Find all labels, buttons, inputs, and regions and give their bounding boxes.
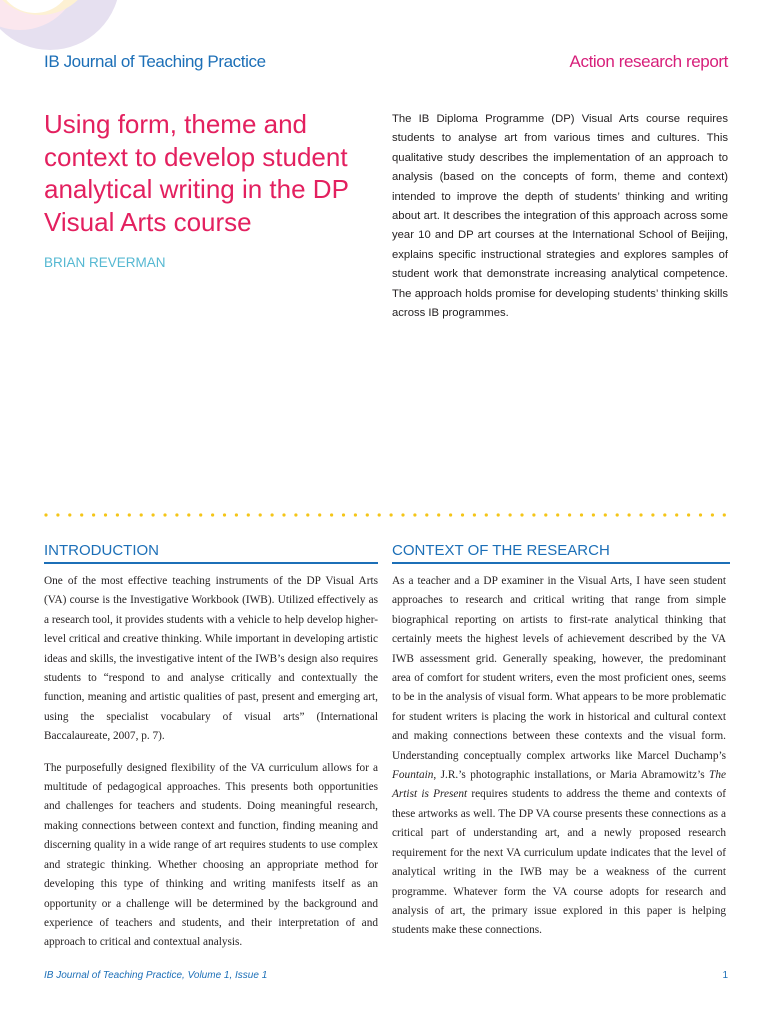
- footer-citation: IB Journal of Teaching Practice, Volume 1, Issue 1: [44, 970, 268, 981]
- divider-dot: [520, 513, 523, 516]
- divider-dot: [366, 513, 369, 516]
- divider-dot: [711, 513, 714, 516]
- artwork-title-artist-is-present: The Artist is Present: [392, 769, 726, 801]
- divider-dot: [80, 513, 83, 516]
- context-text-c: requires students to address the theme and contexts of these artworks as well. The DP VA course presents these connections as a critical part of understanding art, and a newly proposed research requirement for the next VA curriculum update indicates that the level of analytical writing in the IWB may be a weakness of the current programme. Whatever form the VA course adopts for research and analysis of art, the primary issue explored in this paper is helping students make these connections.: [392, 788, 726, 937]
- divider-dot: [175, 513, 178, 516]
- divider-dot: [413, 513, 416, 516]
- artwork-title-fountain: Fountain: [392, 769, 434, 782]
- divider-dot: [390, 513, 393, 516]
- divider-dot: [187, 513, 190, 516]
- divider-dot: [56, 513, 59, 516]
- divider-dot: [556, 513, 559, 516]
- divider-dot: [44, 513, 47, 516]
- divider-dot: [68, 513, 71, 516]
- divider-dot: [485, 513, 488, 516]
- introduction-rule: [44, 562, 378, 564]
- divider-dot: [271, 513, 274, 516]
- divider-dot: [437, 513, 440, 516]
- article-title: Using form, theme and context to develop student analytical writing in the DP Visual Arts course: [44, 109, 349, 237]
- divider-dot: [544, 513, 547, 516]
- divider-dot: [282, 513, 285, 516]
- divider-dot: [639, 513, 642, 516]
- divider-dot: [723, 513, 726, 516]
- divider-dot: [425, 513, 428, 516]
- divider-dot: [223, 513, 226, 516]
- article-abstract: The IB Diploma Programme (DP) Visual Arts course requires students to analyse art from various times and cultures. This qualitative study describes the implementation of an approach to analysis (based on the concepts of form, theme and context) intended to improve the depth of students’ thinking and writing about art. It describes the integration of this approach across some year 10 and DP art courses at the International School of Beijing, explains specific instructional strategies and explores samples of student work that demonstrate increasing analytical competence. The approach holds promise for developing students’ thinking skills across IB programmes.: [392, 113, 728, 320]
- introduction-paragraph-2: The purposefully designed flexibility of the VA curriculum allows for a multitude of pedagogical approaches. This presents both opportunities and challenges for teachers and students. Doing meaningful research, making connections between context and function, finding meaning and discerning quality in a wide range of art requires students to use complex and strategic thinking. Whether choosing an appropriate method for developing this type of thinking and writing manifests itself as an opportunity or a challenge will be determined by the background and experience of teachers and students, and their interpretation of and approach to critical and contextual analysis.: [44, 761, 378, 949]
- journal-name: IB Journal of Teaching Practice: [44, 52, 266, 71]
- introduction-heading: INTRODUCTION: [44, 542, 159, 559]
- divider-dot: [473, 513, 476, 516]
- divider-dot: [568, 513, 571, 516]
- context-body: [392, 572, 726, 953]
- article-author: BRIAN REVERMAN: [44, 255, 166, 270]
- divider-dot: [449, 513, 452, 516]
- divider-dot: [342, 513, 345, 516]
- divider-dot: [235, 513, 238, 516]
- divider-dot: [401, 513, 404, 516]
- introduction-paragraph-1: One of the most effective teaching instruments of the DP Visual Arts (VA) course is the Investigative Workbook (IWB). Utilized effectively as a research tool, it provides students with a vehicle to help develop higher-level critical and creative thinking. While important in developing artistic ideas and skills, the investigative intent of the IWB’s design also requires students to “respond to and analyse critically and contextually the function, meaning and artistic qualities of past, present and emerging art, using the specialist vocabulary of visual arts” (International Baccalaureate, 2007, p. 7).: [44, 575, 378, 743]
- divider-dot: [330, 513, 333, 516]
- divider-dot: [354, 513, 357, 516]
- divider-dot: [532, 513, 535, 516]
- divider-dot: [152, 513, 155, 516]
- divider-dot: [211, 513, 214, 516]
- divider-dot: [497, 513, 500, 516]
- divider-dot: [247, 513, 250, 516]
- divider-dot: [306, 513, 309, 516]
- divider-dot: [663, 513, 666, 516]
- divider-dot: [699, 513, 702, 516]
- divider-dot: [116, 513, 119, 516]
- divider-dot: [199, 513, 202, 516]
- divider-dot: [128, 513, 131, 516]
- introduction-body: [44, 572, 378, 965]
- divider-dot: [616, 513, 619, 516]
- dotted-divider: [44, 510, 730, 520]
- divider-dot: [580, 513, 583, 516]
- context-text-a: As a teacher and a DP examiner in the Visual Arts, I have seen student approaches to research and critical writing that range from simple biographical reporting on artists to first-rate analytical thinking that certainly meets the highest levels of achievement described by the VA IWB assessment grid. Generally speaking, however, the predominant area of comfort for student writers, even the most proficient ones, seems to be in the analysis of visual form. What appears to be more problematic for student writers is placing the work in historical and cultural context and making connections between these contexts and the visual form. Understanding conceptually complex artworks like Marcel Duchamp’s: [392, 575, 726, 762]
- context-rule: [392, 562, 730, 564]
- corner-decoration: [0, 0, 140, 60]
- divider-dot: [294, 513, 297, 516]
- divider-dot: [604, 513, 607, 516]
- divider-dot: [163, 513, 166, 516]
- divider-dot: [592, 513, 595, 516]
- divider-dot: [378, 513, 381, 516]
- divider-dot: [687, 513, 690, 516]
- divider-dot: [92, 513, 95, 516]
- page-number: 1: [722, 970, 728, 981]
- divider-dot: [509, 513, 512, 516]
- divider-dot: [675, 513, 678, 516]
- report-type: Action research report: [569, 52, 728, 71]
- divider-dot: [628, 513, 631, 516]
- divider-dot: [318, 513, 321, 516]
- context-heading: CONTEXT OF THE RESEARCH: [392, 542, 610, 559]
- divider-dot: [140, 513, 143, 516]
- context-text-b: , J.R.’s photographic installations, or Maria Abramowitz’s: [433, 769, 710, 782]
- divider-dot: [104, 513, 107, 516]
- divider-dot: [651, 513, 654, 516]
- divider-dot: [461, 513, 464, 516]
- context-paragraph-1: [392, 572, 726, 941]
- divider-dot: [259, 513, 262, 516]
